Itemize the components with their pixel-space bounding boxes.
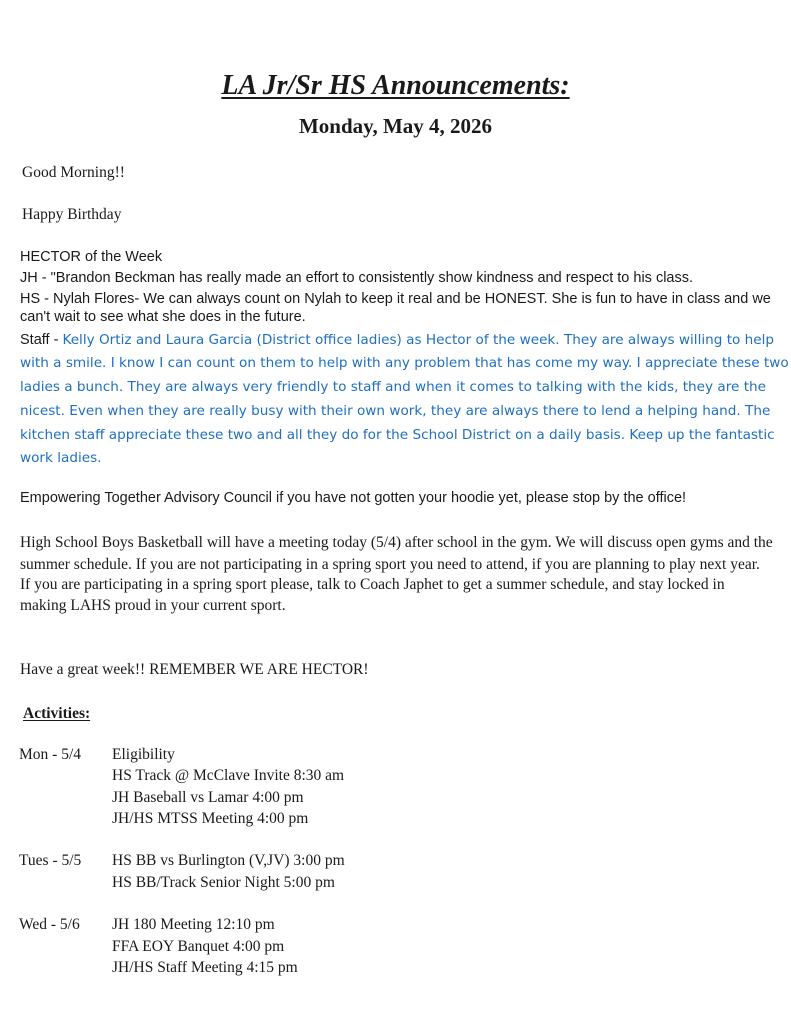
- activities-heading: Activities:: [23, 705, 91, 722]
- basketball-line-4: making LAHS proud in your current sport.: [20, 597, 286, 614]
- staff-prefix: Staff -: [20, 332, 63, 348]
- hector-hs-line-2: can't wait to see what she does in the future.: [20, 309, 306, 325]
- closing-line: Have a great week!! REMEMBER WE ARE HECTOR!: [20, 661, 369, 678]
- activity-item: HS Track @ McClave Invite 8:30 am: [112, 767, 345, 784]
- activity-day-mon: Mon - 5/4: [19, 746, 81, 763]
- hector-hs-line-1: HS - Nylah Flores- We can always count on Nylah to keep it real and be HONEST. She is fun to have in class and we: [20, 291, 771, 307]
- activity-item: HS BB/Track Senior Night 5:00 pm: [112, 874, 335, 891]
- activity-item: JH/HS Staff Meeting 4:15 pm: [112, 959, 298, 976]
- page-date: Monday, May 4, 2026: [298, 114, 493, 138]
- advisory-announcement: Empowering Together Advisory Council if you have not gotten your hoodie yet, please stop by the office!: [20, 490, 687, 506]
- activity-day-tues: Tues - 5/5: [19, 852, 82, 869]
- staff-text: Kelly Ortiz and Laura Garcia (District office ladies) as Hector of the week. They are always willing to help: [62, 332, 775, 348]
- basketball-line-1: High School Boys Basketball will have a meeting today (5/4) after school in the gym. We will discuss open gyms and the: [20, 534, 773, 551]
- hector-jh: JH - "Brandon Beckman has really made an effort to consistently show kindness and respect to his class.: [20, 270, 694, 286]
- hector-staff-line-4: nicest. Even when they are really busy with their own work, they are always there to lend a helping hand. The: [20, 403, 771, 419]
- basketball-line-2: summer schedule. If you are not participating in a spring sport you need to attend, if you are planning to play next year.: [20, 556, 760, 573]
- hector-staff-line-1: [20, 331, 774, 349]
- activity-item: FFA EOY Banquet 4:00 pm: [112, 938, 285, 955]
- greeting: Good Morning!!: [22, 164, 125, 181]
- activity-item: JH/HS MTSS Meeting 4:00 pm: [112, 810, 309, 827]
- birthday-heading: Happy Birthday: [22, 206, 122, 223]
- basketball-line-3: If you are participating in a spring sport please, talk to Coach Japhet to get a summer schedule, and stay locked in: [20, 576, 725, 593]
- hector-heading: HECTOR of the Week: [20, 249, 163, 265]
- activity-item: Eligibility: [112, 746, 175, 763]
- hector-staff-line-6: work ladies.: [20, 450, 102, 466]
- activity-item: HS BB vs Burlington (V,JV) 3:00 pm: [112, 852, 345, 869]
- hector-staff-line-2: with a smile. I know I can count on them to help with any problem that has come my way. I appreciate these two: [20, 355, 789, 371]
- hector-staff-line-3: ladies a bunch. They are always very friendly to staff and when it comes to talking with the kids, they are the: [20, 379, 766, 395]
- activity-item: JH Baseball vs Lamar 4:00 pm: [112, 789, 304, 806]
- activity-item: JH 180 Meeting 12:10 pm: [112, 916, 275, 933]
- activity-day-wed: Wed - 5/6: [19, 916, 80, 933]
- hector-staff-line-5: kitchen staff appreciate these two and all they do for the School District on a daily basis. Keep up the fantastic: [20, 427, 775, 443]
- page-title: LA Jr/Sr HS Announcements:: [221, 70, 570, 101]
